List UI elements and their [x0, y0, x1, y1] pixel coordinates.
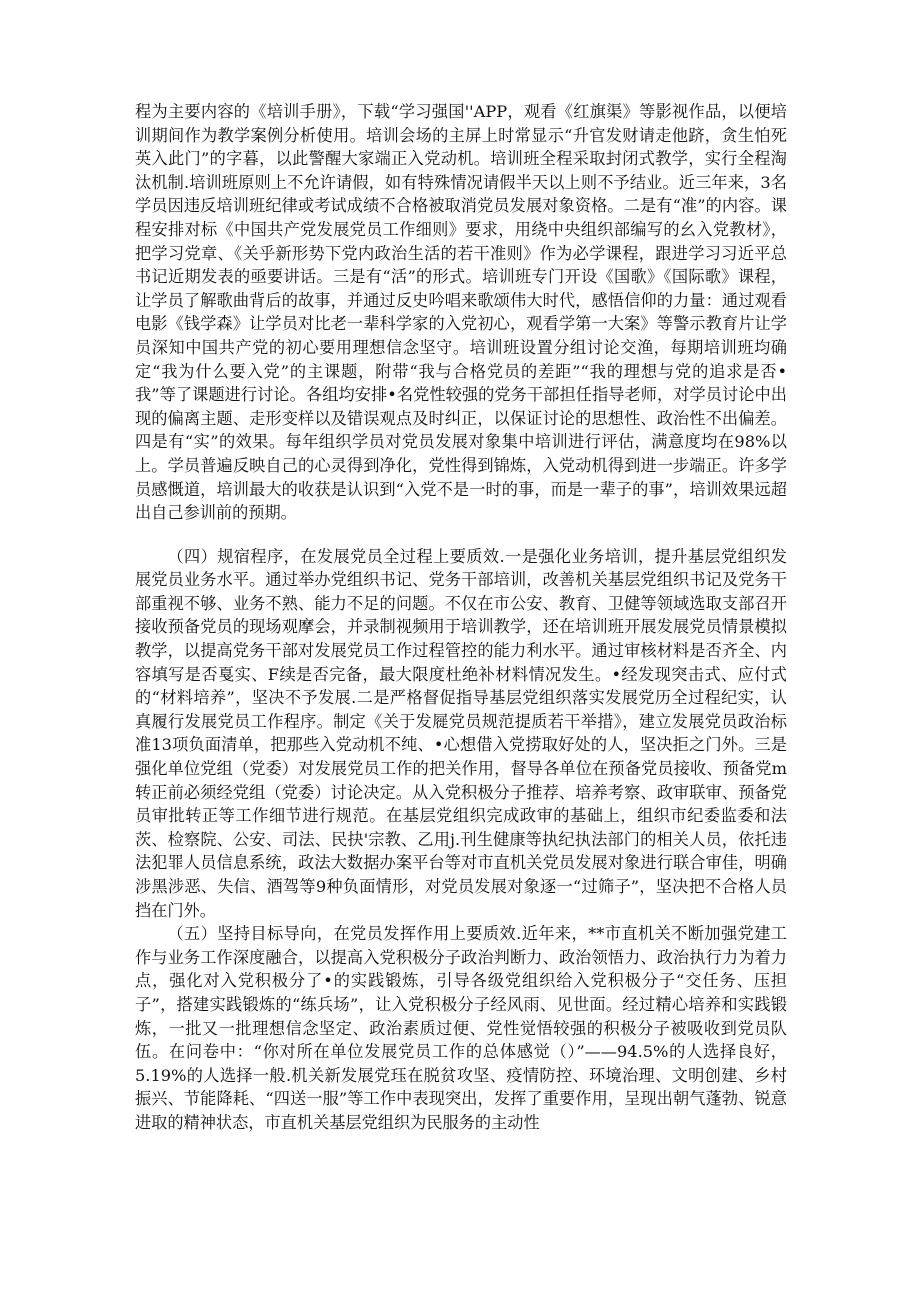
- paragraph-section-four: （四）规宿程序，在发展党员全过程上要质效.一是强化业务培训，提升基层党组织发展党员业务水平。通过举办党组织书记、党务干部培训，改善机关基层党组织书记及党务干部重视不够、业务不熟、能力不足的问题。不仅在市公安、教育、卫健等领域选取支部召开接收预备党员的现场观摩会，并录制视频用于培训教学，还在培训班开展发展党员情景模拟教学，以提高党务干部对发展党员工作过程管控的能力利水平。通过审核材料是否齐全、内容填写是否戛实、F续是否完备，最大限度杜绝补材料情况发生。•经发现突击式、应付式的“材料培养”，坚决不予发展.二是严格督促指导基层党组织落实发展党历全过程纪实，认真履行发展党员工作程序。制定《关于发屣党员规范提质若干举措》，建立发展党员政治标准13项负面清单，把那些入党动机不纯、•心想借入党捞取好处的人，坚决拒之门外。三是强化单位党组（党委）对发展党员工作的把关作用，督导各单位在预备党员接收、预备党m转正前必须经党组（党委）讨论决定。从入党积极分子推荐、培养考察、政审联审、预备党员审批转正等工作细节进行规范。在基层党组织完成政审的基础上，组织市纪委监委和法茨、检察院、公安、司法、民抉'宗教、乙用j.刊生健康等执纪执法部门的相关人员，依托违法犯罪人员信息系统，政法大数据办案平台等对市直机关党员发展对象进行联合审佳，明确涉黑涉恶、失信、酒驾等9种负面情形，对党员发展对象逐一“过筛子”，坚决把不合格人员挡在门外。: [135, 546, 787, 920]
- paragraph-section-five: （五）坚持目标导向，在党员发挥作用上要质效.近年来，**市直机关不断加强党建工作与业务工作深度融合，以提高入党积极分子政治判断力、政治领悟力、政治执行力为着力点，强化对入党积极分了•的实践锻炼，引导各级党组织给入党积极分子“交任务、压担子”，搭建实践锻炼的“练兵场”，让入党积极分子经风雨、见世面。经过精心培养和实践锻炼，一批又一批理想信念坚定、政治素质过便、党性觉悟较强的积极分子被吸收到党员队伍。在问卷中：“你对所在单位发展党员工作的总体感觉（）”——94.5%的人选择良好，5.19%的人选择一般.机关新发展党珏在脱贫攻坚、疫情防控、环境治理、文明创建、乡村振兴、节能降耗、“四送一服”等工作中表现突出，发挥了重要作用，呈现出朝气蓬勃、锐意进取的精神状态，市直机关基层党组织为民服务的主动性: [135, 924, 787, 1132]
- paragraph-spacer: [135, 525, 787, 545]
- document-body: [135, 100, 787, 1135]
- paragraph-training-content: 程为主要内容的《培训手册》，下载“学习强国''APP，观看《红旗渠》等影视作品，以便培训期间作为教学案例分析使用。培训会场的主屏上时常显示“升官发财请走他跻，贪生怕死英入此门”的字暮，以此警醒大家端正入党动机。培训班全程采取封闭式教学，实行全程淘汰机制.培训班原则上不允许请假，如有特殊情况请假半天以上则不予结业。近三年来，3名学员因违反培训班纪律或考试成绩不合格被取消党员发展对象资格。二是有“准”的内容。课程安排对标《中国共产党发展党员工作细则》要求，用绕中央组织部编写的幺入党教材》，把学习党章、《关乎新形势下党内政治生活的若干准则》作为必学课程，跟进学习习近平总书记近期发表的亟要讲话。三是有“活”的形式。培训班专门开设《国歌》《国际歌》课程，让学员了解歌曲背后的故事，并通过反史吟唱来歌颂伟大时代，感悟信仰的力量：通过观看电影《钱学森》让学员对比老一辈科学家的入党初心，观看学第一大案》等警示教育片让学员深知中国共产党的初心要用理想信念坚守。培训班设置分组讨论交渔，每期培训班均确定“我为什么要入党”的主课题，附带“我与合格党员的差距”“我的理想与党的追求是否•我”等了课题进行讨论。各组均安排•名党性较强的党务干部担任指导老师，对学员讨论中出现的偏离主题、走形变样以及错误观点及时纠正，以保证讨论的思想性、政治性不出偏差。四是有“实”的效果。每年组织学员对党员发展对象集中培训进行评估，满意度均在98%以上。学员普遍反映自己的心灵得到净化，党性得到锦炼，入党动机得到进一步端正。许多学员感慨道，培训最大的收获是认识到“入党不是一时的事，而是一辈子的事”，培训效果远超出自己参训前的预期。: [135, 102, 787, 523]
